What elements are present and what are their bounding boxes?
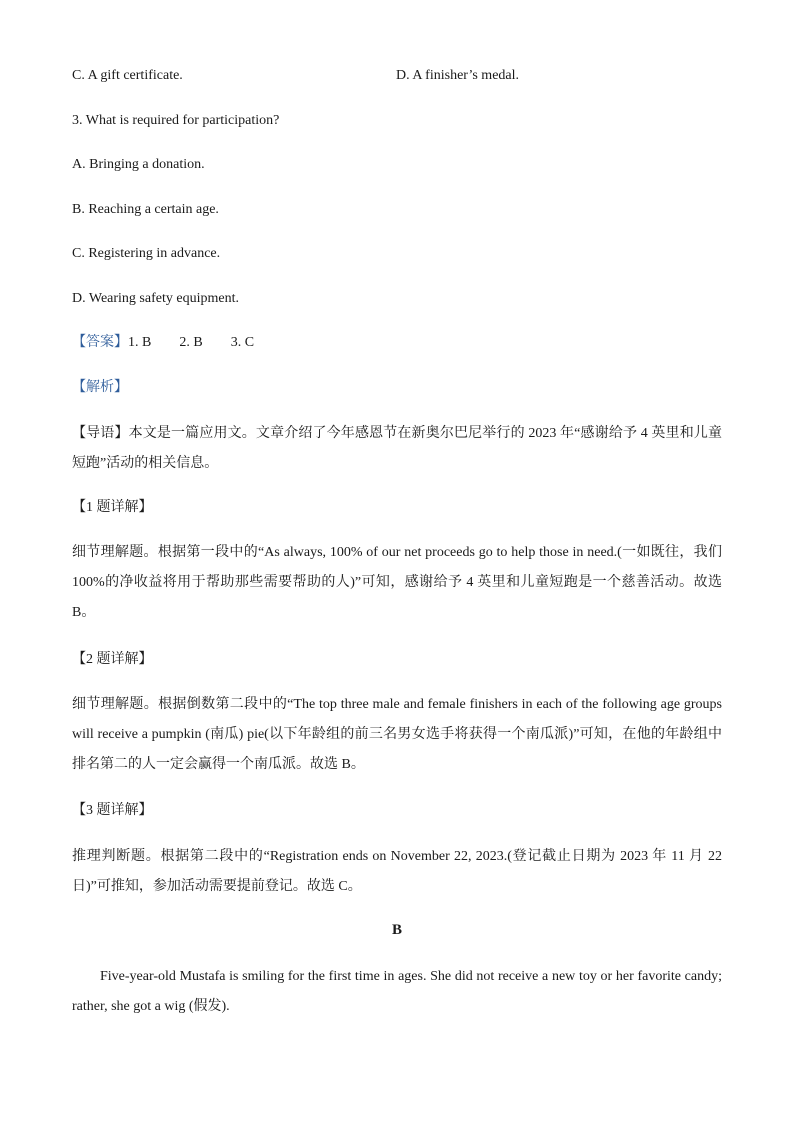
option-c: C. A gift certificate. — [72, 68, 183, 83]
detail-1-heading: 【1 题详解】 — [72, 500, 153, 515]
detail-3-heading: 【3 题详解】 — [72, 803, 153, 818]
question-3-option-a: A. Bringing a donation. — [72, 157, 205, 172]
section-b-paragraph-1: Five-year-old Mustafa is smiling for the first time in ages. She did not receive a new toy or her favorite candy; rather, she got a wig (假发). — [72, 969, 722, 1014]
question-3-stem: 3. What is required for participation? — [72, 113, 280, 128]
question-3-option-c: C. Registering in advance. — [72, 246, 221, 261]
detail-2-heading: 【2 题详解】 — [72, 652, 153, 667]
intro-text: 本文是一篇应用文。文章介绍了今年感恩节在新奥尔巴尼举行的 2023 年“感谢给予 4 英里和儿童短跑”活动的相关信息。 — [72, 426, 722, 471]
detail-2-text: 细节理解题。根据倒数第二段中的“The top three male and female finishers in each of the following age groups will receive a pumpkin (南瓜) pie(以下年龄组的前三名男女选手将获得一个南瓜派)”可知，在他的年龄组中排名第二的人一定会赢得一个南瓜派。故选 B。 — [72, 697, 722, 772]
detail-1-text: 细节理解题。根据第一段中的“As always, 100% of our net proceeds go to help those in need.(一如既往，我们 100%的净收益将用于帮助那些需要帮助的人)”可知，感谢给予 4 英里和儿童短跑是一个慈善活动。故选 B。 — [72, 545, 722, 620]
detail-3-text: 推理判断题。根据第二段中的“Registration ends on November 22, 2023.(登记截止日期为 2023 年 11 月 22 日)”可推知，参加活动需要提前登记。故选 C。 — [72, 849, 722, 894]
analysis-heading: 【解析】 — [72, 380, 128, 395]
section-b-title: B — [391, 922, 402, 938]
answer-1: 1. B — [128, 335, 152, 350]
question-3-option-b: B. Reaching a certain age. — [72, 202, 219, 217]
answer-2: 2. B — [179, 335, 203, 350]
intro-label: 【导语】 — [72, 426, 129, 441]
answer-line — [72, 333, 254, 353]
answer-3: 3. C — [230, 335, 255, 350]
intro-paragraph — [72, 419, 722, 479]
option-d: D. A finisher’s medal. — [396, 68, 520, 83]
answer-label: 【答案】 — [72, 335, 128, 350]
question-3-option-d: D. Wearing safety equipment. — [72, 291, 239, 306]
